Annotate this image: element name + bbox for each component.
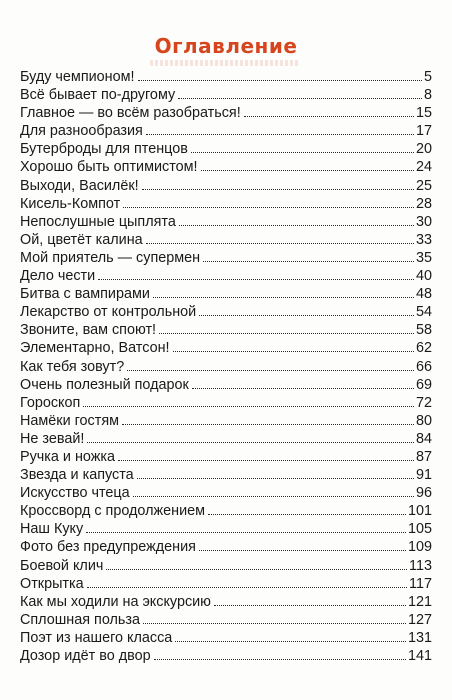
toc-dot-leader <box>83 406 414 407</box>
toc-dot-leader <box>214 605 406 606</box>
toc-entry <box>20 520 432 538</box>
toc-dot-leader <box>127 370 414 371</box>
toc-entry-page: 33 <box>415 231 432 248</box>
toc-entry-title: Звезда и капуста <box>20 467 134 484</box>
toc-entry-title: Искусство чтеца <box>20 485 130 502</box>
toc-entry-page: 24 <box>415 159 432 176</box>
toc-entry-page: 15 <box>415 105 432 122</box>
toc-dot-leader <box>86 532 406 533</box>
toc-dot-leader <box>192 388 414 389</box>
toc-entry-page: 87 <box>415 448 432 465</box>
toc-entry-title: Кисель-Компот <box>20 195 121 212</box>
toc-entry <box>20 339 432 357</box>
toc-entry-page: 84 <box>415 430 432 447</box>
toc-dot-leader <box>199 550 406 551</box>
toc-entry-title: Ручка и ножка <box>20 448 115 465</box>
toc-entry-page: 127 <box>407 611 432 628</box>
toc-entry <box>20 484 432 502</box>
toc-entry-title: Наш Куку <box>20 521 84 538</box>
toc-entry <box>20 303 432 321</box>
toc-dot-leader <box>173 351 414 352</box>
toc-dot-leader <box>244 116 414 117</box>
toc-dot-leader <box>146 134 414 135</box>
toc-entry-page: 17 <box>415 123 432 140</box>
toc-entry-title: Очень полезный подарок <box>20 376 189 393</box>
toc-entry <box>20 358 432 376</box>
toc-entry-page: 105 <box>407 521 432 538</box>
toc-entry <box>20 321 432 339</box>
toc-entry-page: 113 <box>409 557 432 574</box>
toc-dot-leader <box>138 80 422 81</box>
toc-entry-title: Выходи, Василёк! <box>20 177 139 194</box>
toc-entry <box>20 394 432 412</box>
toc-entry-title: Лекарство от контрольной <box>20 304 197 321</box>
toc-dot-leader <box>159 333 414 334</box>
toc-entry-page: 54 <box>415 304 432 321</box>
toc-dot-leader <box>142 189 414 190</box>
toc-entry-page: 66 <box>415 358 432 375</box>
toc-entry-title: Дозор идёт во двор <box>20 648 151 664</box>
toc-entry <box>20 557 432 575</box>
toc-entry-title: Главное — во всём разобраться! <box>20 105 241 122</box>
toc-dot-leader <box>208 514 406 515</box>
toc-entry-page: 101 <box>407 503 432 520</box>
toc-entry-title: Звоните, вам споют! <box>20 322 157 339</box>
toc-entry <box>20 140 432 158</box>
toc-entry-page: 80 <box>415 412 432 429</box>
toc-entry <box>20 249 432 267</box>
title-underline-decoration <box>150 60 300 66</box>
toc-entry-page: 117 <box>409 575 432 592</box>
toc-dot-leader <box>146 243 414 244</box>
toc-entry-page: 8 <box>423 87 432 104</box>
toc-entry-title: Гороскоп <box>20 394 81 411</box>
toc-entry-title: Всё бывает по-другому <box>20 87 176 104</box>
toc-entry-title: Бутерброды для птенцов <box>20 141 188 158</box>
toc-dot-leader <box>203 261 414 262</box>
toc-entry-title: Буду чемпионом! <box>20 69 135 85</box>
toc-entry <box>20 575 432 593</box>
toc-dot-leader <box>133 496 414 497</box>
toc-entry-title: Ой, цветёт калина <box>20 231 143 248</box>
toc-dot-leader <box>154 659 406 660</box>
toc-entry <box>20 538 432 556</box>
toc-entry-title: Кроссворд с продолжением <box>20 503 206 520</box>
toc-entry <box>20 68 432 86</box>
toc-entry <box>20 86 432 104</box>
toc-dot-leader <box>87 442 414 443</box>
toc-entry-page: 96 <box>415 485 432 502</box>
toc-entry-page: 141 <box>407 648 432 664</box>
toc-dot-leader <box>123 207 414 208</box>
toc-dot-leader <box>98 279 414 280</box>
toc-entry-page: 62 <box>415 340 432 357</box>
toc-dot-leader <box>178 98 422 99</box>
toc-entry <box>20 122 432 140</box>
toc-entry <box>20 177 432 195</box>
toc-entry-title: Битва с вампирами <box>20 286 150 303</box>
toc-entry-page: 109 <box>407 539 432 556</box>
toc-entry-page: 30 <box>415 213 432 230</box>
toc-entry-title: Фото без предупреждения <box>20 539 196 556</box>
toc-entry-page: 58 <box>415 322 432 339</box>
toc-entry <box>20 231 432 249</box>
toc-entry-title: Намёки гостям <box>20 412 120 429</box>
toc-entry-title: Дело чести <box>20 268 96 285</box>
toc-dot-leader <box>179 225 414 226</box>
toc-dot-leader <box>106 569 407 570</box>
toc-dot-leader <box>87 587 407 588</box>
toc-entry-title: Боевой клич <box>20 557 104 574</box>
toc-dot-leader <box>122 424 414 425</box>
toc-entry <box>20 104 432 122</box>
toc-entry <box>20 195 432 213</box>
toc-entry-page: 20 <box>415 141 432 158</box>
toc-entry-title: Хорошо быть оптимистом! <box>20 159 198 176</box>
toc-entry <box>20 466 432 484</box>
toc-entry <box>20 448 432 466</box>
page-title: Оглавление <box>154 34 298 58</box>
toc-entry <box>20 629 432 647</box>
toc-entry-title: Как мы ходили на экскурсию <box>20 593 211 610</box>
toc-entry-page: 91 <box>415 467 432 484</box>
toc-entry-title: Как тебя зовут? <box>20 358 125 375</box>
toc-entry-page: 5 <box>423 69 432 85</box>
toc-entry <box>20 430 432 448</box>
toc-entry-title: Поэт из нашего класса <box>20 629 173 646</box>
toc-dot-leader <box>143 623 406 624</box>
toc-entry-page: 40 <box>415 268 432 285</box>
toc-entry <box>20 213 432 231</box>
toc-entry-title: Мой приятель — супермен <box>20 249 201 266</box>
toc-entry <box>20 267 432 285</box>
toc-entry <box>20 376 432 394</box>
toc-entry-title: Непослушные цыплята <box>20 213 176 230</box>
toc-dot-leader <box>175 641 406 642</box>
toc-entry-page: 28 <box>415 195 432 212</box>
toc-dot-leader <box>137 478 414 479</box>
toc-entry-page: 35 <box>415 249 432 266</box>
toc-dot-leader <box>191 152 414 153</box>
toc-entry-title: Открытка <box>20 575 84 592</box>
toc-entry-title: Не зевай! <box>20 430 85 447</box>
toc-entry <box>20 593 432 611</box>
toc-entry-title: Для разнообразия <box>20 123 143 140</box>
toc-entry-page: 25 <box>415 177 432 194</box>
toc-entry <box>20 611 432 629</box>
toc-entry-title: Элементарно, Ватсон! <box>20 340 170 357</box>
toc-entry-page: 72 <box>415 394 432 411</box>
toc-dot-leader <box>199 315 414 316</box>
toc-dot-leader <box>153 297 414 298</box>
toc-entry-page: 69 <box>415 376 432 393</box>
table-of-contents <box>20 68 432 665</box>
toc-entry <box>20 158 432 176</box>
toc-entry-page: 131 <box>407 629 432 646</box>
toc-entry <box>20 647 432 665</box>
toc-entry-page: 121 <box>407 593 432 610</box>
toc-entry-page: 48 <box>415 286 432 303</box>
toc-entry <box>20 285 432 303</box>
toc-entry <box>20 502 432 520</box>
toc-dot-leader <box>118 460 414 461</box>
toc-entry-title: Сплошная польза <box>20 611 141 628</box>
toc-dot-leader <box>201 170 414 171</box>
toc-entry <box>20 412 432 430</box>
